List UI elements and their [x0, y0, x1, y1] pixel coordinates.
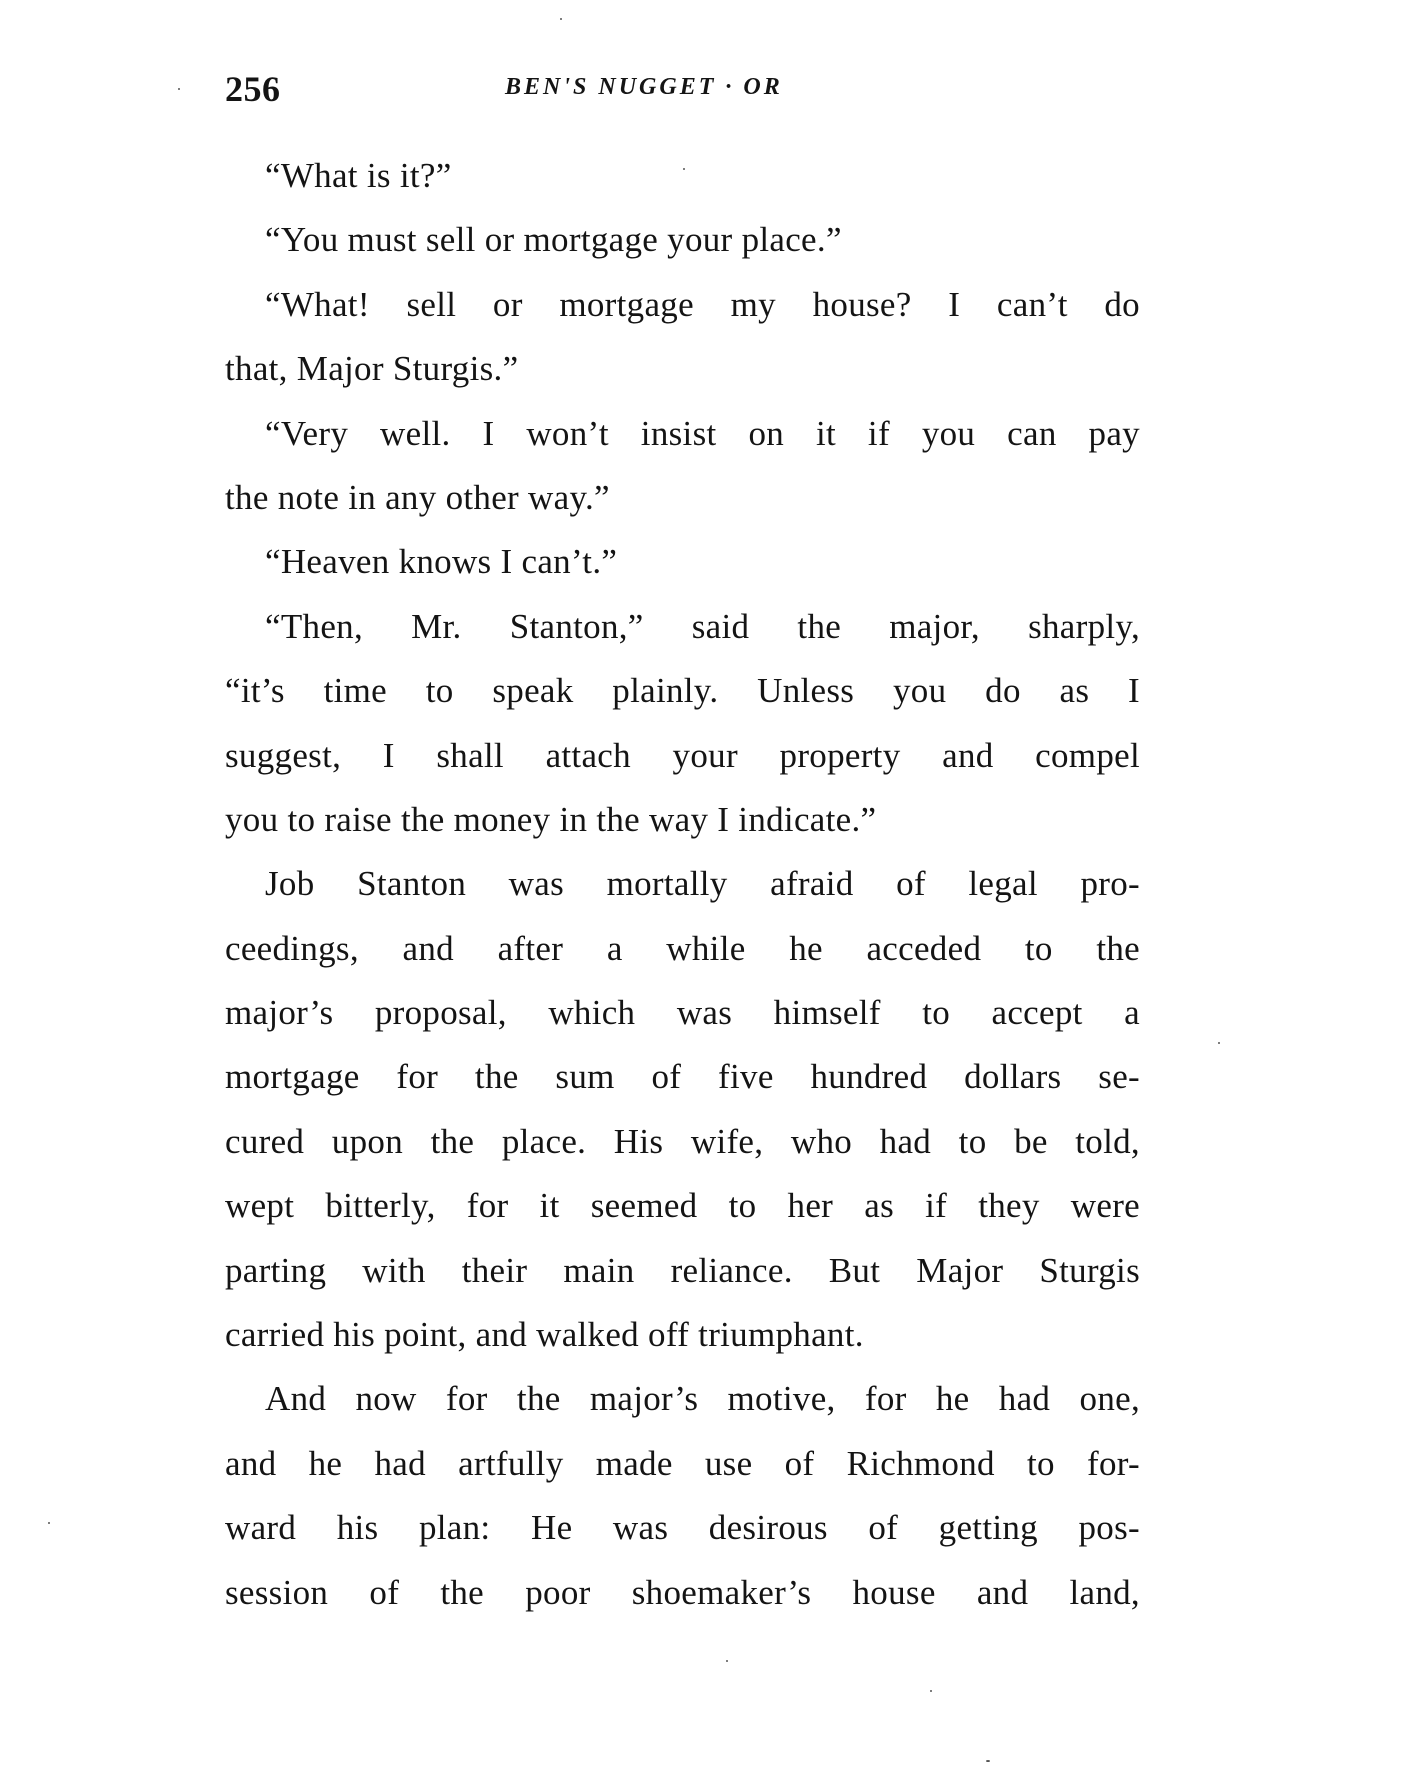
paper-speck	[48, 1522, 50, 1524]
page-header	[225, 68, 1140, 112]
text-line: parting with their main reliance. But Major Sturgis	[225, 1250, 1140, 1290]
text-line: that, Major Sturgis.”	[225, 349, 519, 389]
text-line: “Heaven knows I can’t.”	[265, 542, 618, 582]
page-number: 256	[225, 69, 281, 109]
body-text	[225, 152, 1140, 1633]
text-line: suggest, I shall attach your property and compel	[225, 735, 1140, 775]
paper-speck	[726, 1660, 728, 1662]
text-line: mortgage for the sum of five hundred dollars se-	[225, 1057, 1140, 1097]
text-line: carried his point, and walked off triumphant.	[225, 1315, 864, 1355]
text-line: “What is it?”	[265, 156, 452, 195]
text-line: ceedings, and after a while he acceded to the	[225, 928, 1140, 968]
text-line: the note in any other way.”	[225, 477, 610, 517]
text-line: wept bitterly, for it seemed to her as if they were	[225, 1186, 1140, 1226]
text-line: “Then, Mr. Stanton,” said the major, sharply,	[265, 606, 1140, 646]
paper-speck	[1218, 1042, 1220, 1044]
paper-speck	[930, 1690, 932, 1692]
paper-speck	[178, 88, 180, 90]
text-line: you to raise the money in the way I indicate.”	[225, 799, 877, 839]
text-line: “it’s time to speak plainly. Unless you do as I	[225, 671, 1140, 711]
paper-speck	[560, 18, 562, 20]
text-line: “What! sell or mortgage my house? I can’t do	[265, 284, 1140, 324]
text-line: major’s proposal, which was himself to accept a	[225, 993, 1140, 1033]
text-line: Job Stanton was mortally afraid of legal pro-	[265, 864, 1140, 904]
text-line: And now for the major’s motive, for he had one,	[265, 1379, 1140, 1419]
text-line: “You must sell or mortgage your place.”	[265, 220, 842, 260]
paper-speck	[683, 168, 685, 170]
text-line: session of the poor shoemaker’s house and land,	[225, 1572, 1140, 1612]
text-line: “Very well. I won’t insist on it if you can pay	[265, 413, 1140, 453]
text-line: and he had artfully made use of Richmond to for-	[225, 1443, 1140, 1483]
text-line: ward his plan: He was desirous of getting pos-	[225, 1508, 1140, 1548]
paper-speck	[986, 1760, 990, 1762]
text-line: cured upon the place. His wife, who had to be told,	[225, 1121, 1140, 1161]
running-title: BEN'S NUGGET · OR	[505, 74, 783, 100]
